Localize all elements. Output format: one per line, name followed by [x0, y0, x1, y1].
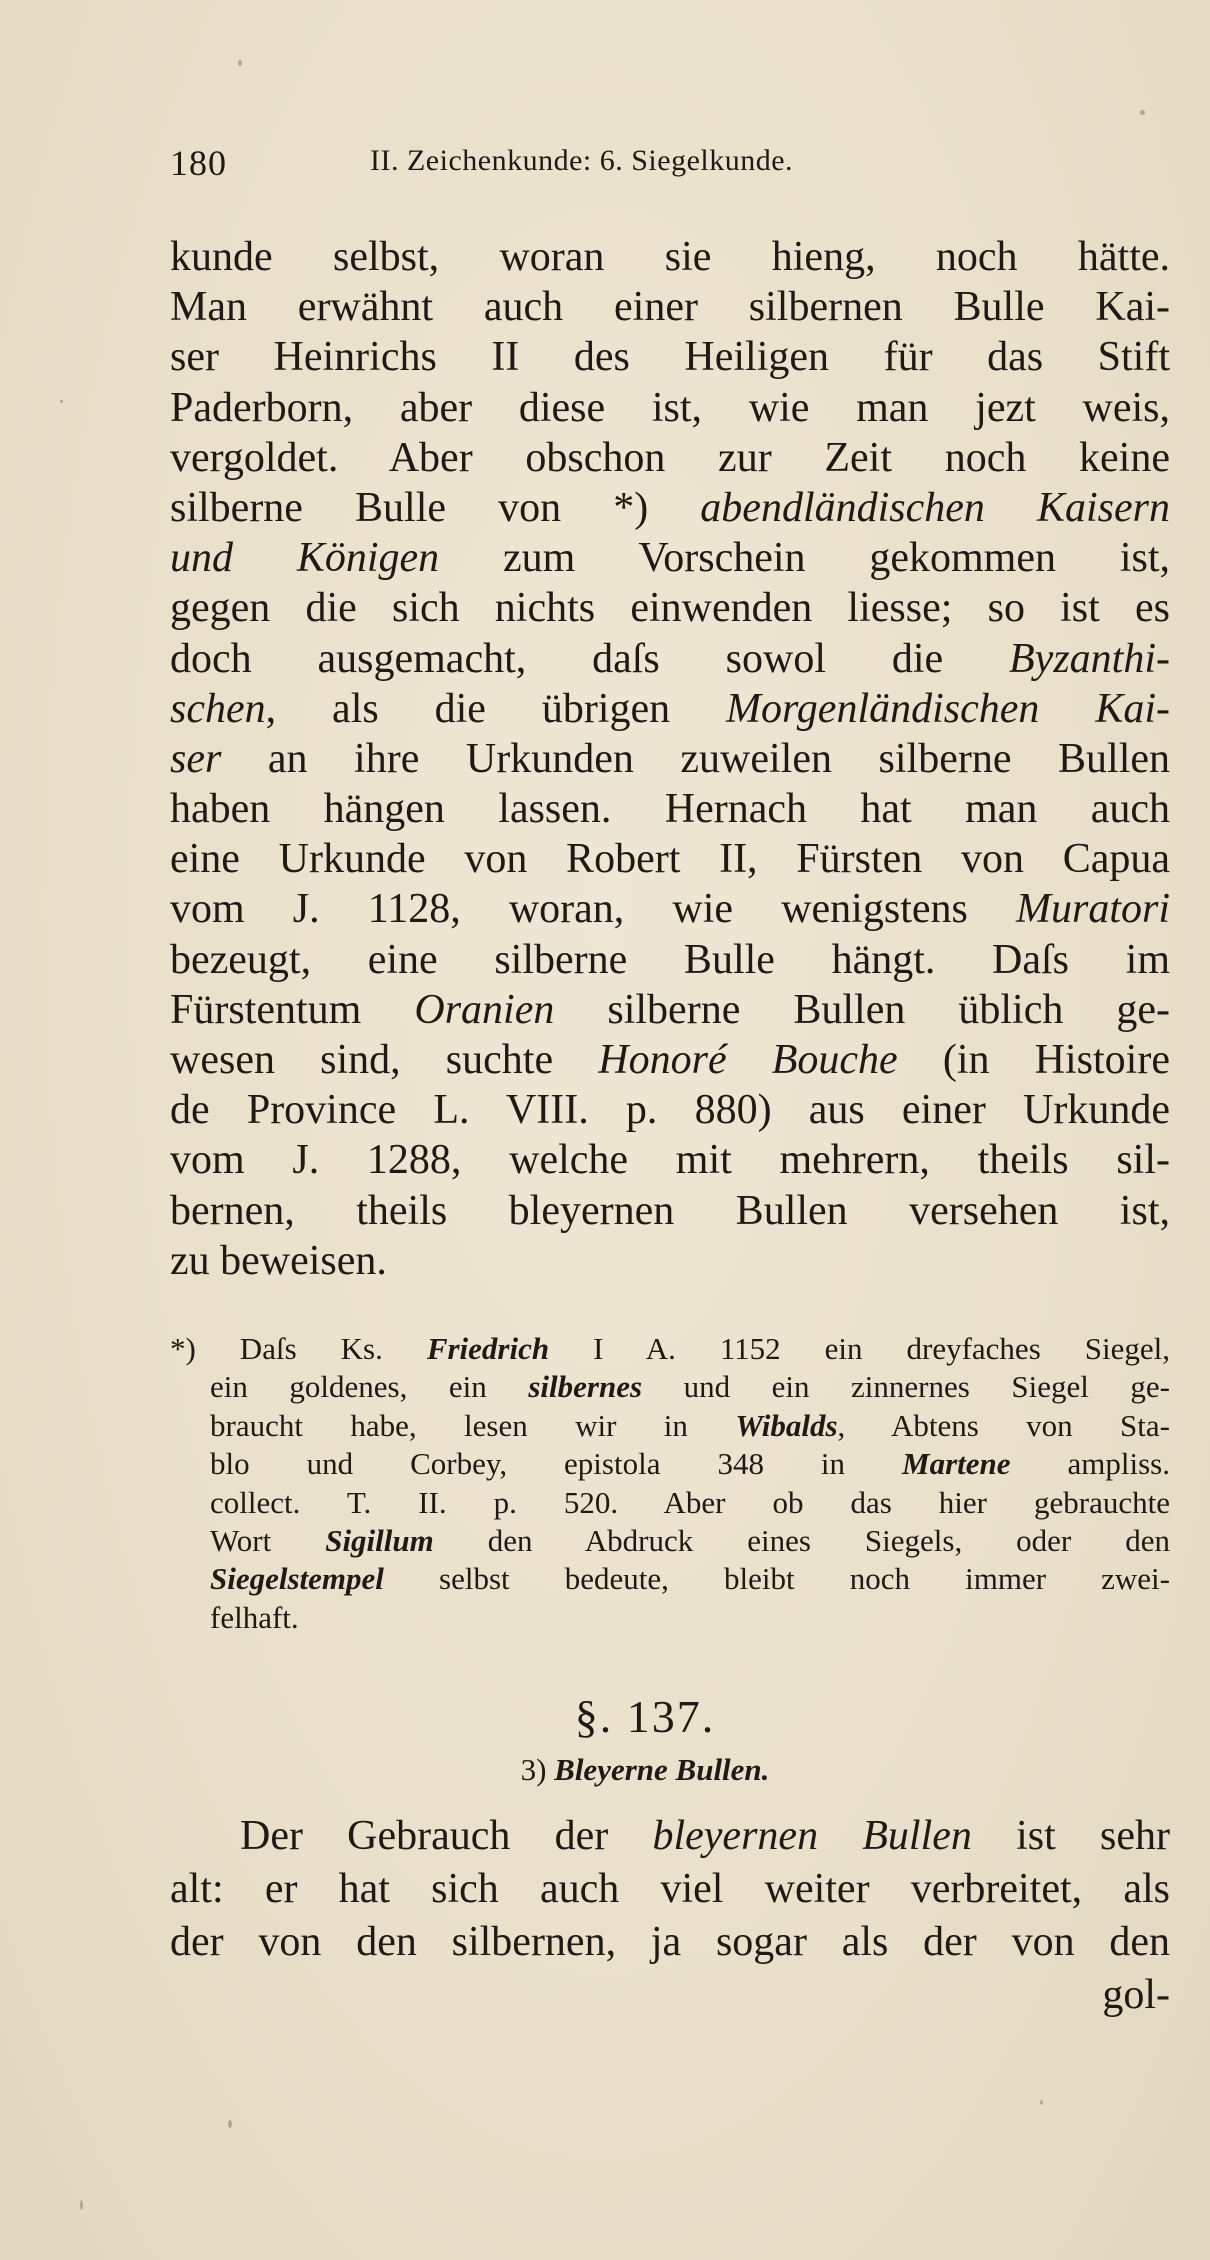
text-line — [170, 1969, 1170, 2022]
italic-run: Wibalds — [735, 1407, 838, 1443]
running-head: II. Zeichenkunde: 6. Siegelkunde. — [370, 144, 794, 177]
italic-run: Honoré Bouche — [598, 1037, 898, 1083]
text-run: kunde selbst, woran sie hieng, noch hätte. — [170, 234, 1170, 280]
page-number: 180 — [170, 143, 227, 183]
text-run: de Province L. VIII. p. 880) aus einer Urkunde — [170, 1087, 1170, 1134]
text-run: Paderborn, aber diese ist, wie man jezt weis, — [170, 384, 1170, 431]
text-run: Fürstentum — [170, 986, 415, 1033]
text-line — [170, 1186, 1170, 1236]
text-run: felhaft. — [210, 1599, 299, 1635]
text-run: vom J. 1288, welche mit mehrern, theils sil- — [170, 1137, 1170, 1184]
text-run: eine Urkunde von Robert II, Fürsten von Capua — [170, 836, 1170, 883]
paper-speck — [80, 2200, 83, 2210]
text-run: gol- — [1102, 1972, 1170, 2018]
text-line — [170, 433, 1170, 483]
text-run: collect. T. II. p. 520. Aber ob das hier gebrauchte — [210, 1484, 1170, 1520]
footnote-block — [170, 1330, 1170, 1637]
italic-run: Friedrich — [426, 1331, 550, 1366]
paper-speck — [60, 400, 63, 403]
paper-speck — [1040, 2100, 1043, 2105]
text-run: selbst bedeute, bleibt noch immer zwei- — [383, 1561, 1170, 1597]
text-run: , als die übrigen — [265, 685, 727, 732]
text-line — [170, 935, 1170, 985]
paper-speck — [1140, 110, 1145, 115]
section-subtitle-text: Bleyerne Bullen. — [554, 1752, 770, 1787]
text-line — [170, 634, 1170, 684]
text-run: ser Heinrichs II des Heiligen für das Stift — [170, 334, 1170, 381]
main-text-block — [170, 232, 1170, 1286]
text-line — [170, 1863, 1170, 1916]
section-number: §. 137. — [574, 1691, 716, 1742]
text-line — [170, 1916, 1170, 1969]
text-run: *) Daſs Ks. — [170, 1331, 427, 1366]
footnote-line — [210, 1522, 1170, 1560]
text-line — [170, 1035, 1170, 1085]
paper-speck — [228, 2120, 232, 2128]
text-run: gegen die sich nichts einwenden liesse; so ist es — [170, 585, 1170, 632]
text-run: ist sehr — [971, 1813, 1171, 1859]
text-line — [170, 1135, 1170, 1185]
italic-run: Byzanthi- — [1009, 635, 1170, 682]
italic-run: Morgenländischen Kai- — [726, 685, 1170, 732]
text-line — [170, 734, 1170, 784]
text-line — [170, 332, 1170, 382]
text-run: (in Histoire — [897, 1037, 1170, 1083]
italic-run: abendländischen Kaisern — [700, 484, 1171, 531]
section-text-block — [170, 1810, 1170, 2022]
footnote-line — [210, 1484, 1170, 1522]
text-run: ein goldenes, ein — [210, 1369, 529, 1405]
text-run: I A. 1152 ein dreyfaches Siegel, — [549, 1331, 1170, 1366]
text-run: Man erwähnt auch einer silbernen Bulle Kai- — [170, 284, 1170, 331]
footnote-line — [210, 1560, 1170, 1598]
italic-run: bleyernen Bullen — [652, 1813, 972, 1859]
text-run: blo und Corbey, epistola 348 in — [210, 1446, 903, 1482]
text-run: silberne Bulle von *) — [170, 484, 701, 531]
italic-run: Muratori — [1015, 886, 1170, 933]
italic-run: und Königen — [170, 535, 440, 582]
text-line — [170, 884, 1170, 934]
italic-run: Oranien — [414, 986, 555, 1033]
text-line — [170, 383, 1170, 433]
text-run: zum Vorschein gekommen ist, — [439, 535, 1170, 582]
text-run: den Abdruck eines Siegels, oder den — [433, 1522, 1170, 1558]
text-run: zu beweisen. — [170, 1237, 387, 1284]
page-header — [170, 142, 1020, 192]
text-run: an ihre Urkunden zuweilen silberne Bullen — [221, 735, 1170, 782]
footnote-line — [210, 1445, 1170, 1483]
italic-run: Sigillum — [325, 1522, 434, 1558]
text-line — [170, 282, 1170, 332]
text-run: ampliss. — [1010, 1446, 1170, 1482]
section-subtitle — [0, 1752, 1210, 1788]
italic-run: silbernes — [528, 1369, 643, 1405]
text-line — [170, 834, 1170, 884]
footnote-line — [210, 1407, 1170, 1445]
text-run: bezeugt, eine silberne Bulle hängt. Daſs im — [170, 936, 1170, 983]
text-line — [170, 784, 1170, 834]
text-run: Der Gebrauch der — [240, 1813, 653, 1859]
italic-run: Martene — [902, 1446, 1011, 1482]
text-run: braucht habe, lesen wir in — [210, 1407, 736, 1443]
footnote-line — [210, 1599, 1170, 1637]
text-run: der von den silbernen, ja sogar als der von den — [170, 1919, 1170, 1965]
italic-run: Siegelstempel — [210, 1561, 384, 1597]
footnote-line — [210, 1368, 1170, 1406]
footnote-line — [170, 1330, 1170, 1368]
text-run: alt: er hat sich auch viel weiter verbreitet, als — [170, 1866, 1170, 1912]
text-run: vergoldet. Aber obschon zur Zeit noch keine — [170, 434, 1170, 481]
text-run: silberne Bullen üblich ge- — [554, 986, 1170, 1033]
paper-speck — [238, 60, 242, 66]
text-run: bernen, theils bleyernen Bullen versehen ist, — [170, 1187, 1170, 1234]
text-line — [170, 1236, 1170, 1286]
text-line — [170, 583, 1170, 633]
text-run: , Abtens von Sta- — [837, 1407, 1170, 1443]
text-line — [170, 483, 1170, 533]
text-line — [170, 1810, 1170, 1863]
text-run: Wort — [210, 1522, 326, 1558]
text-run: doch ausgemacht, daſs sowol die — [170, 635, 1010, 682]
text-line — [170, 1085, 1170, 1135]
text-line — [170, 533, 1170, 583]
text-run: und ein zinnernes Siegel ge- — [642, 1369, 1170, 1405]
text-run: wesen sind, suchte — [170, 1037, 599, 1083]
text-line — [170, 684, 1170, 734]
text-run: haben hängen lassen. Hernach hat man auch — [170, 786, 1170, 833]
text-line — [170, 232, 1170, 282]
section-subtitle-number: 3) — [520, 1752, 547, 1787]
italic-run: schen — [170, 685, 266, 732]
text-run: vom J. 1128, woran, wie wenigstens — [170, 886, 1016, 933]
text-line — [170, 985, 1170, 1035]
italic-run: ser — [170, 735, 222, 782]
